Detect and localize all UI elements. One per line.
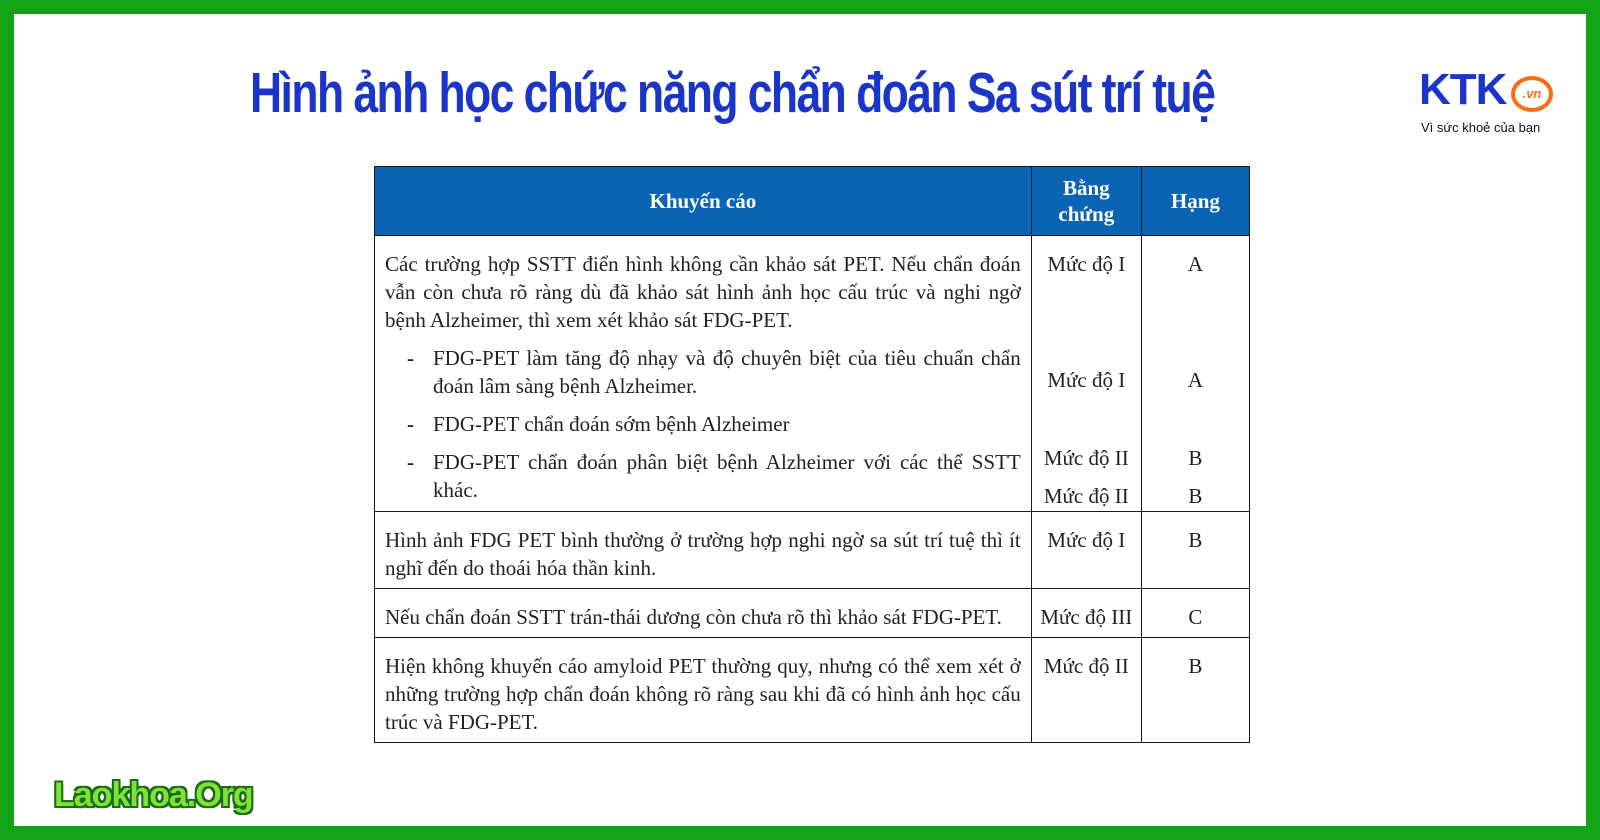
page-title: Hình ảnh học chức năng chẩn đoán Sa sút trí tuệ xyxy=(250,61,1215,125)
grade-cell xyxy=(1141,236,1249,512)
evidence-cell: Mức độ II xyxy=(1031,638,1141,743)
sub-item xyxy=(385,448,1021,504)
recommendation-text: Các trường hợp SSTT điển hình không cần khảo sát PET. Nếu chẩn đoán vẫn còn chưa rõ ràng dù đã khảo sát hình ảnh học cấu trúc và nghi ngờ bệnh Alzheimer, thì xem xét khảo sát FDG-PET. xyxy=(385,252,1021,332)
sub-item xyxy=(385,410,1021,438)
evidence-cell: Mức độ I xyxy=(1031,512,1141,589)
bullet-dash: - xyxy=(407,412,414,436)
grade-value: A xyxy=(1187,252,1204,276)
sub-item-text: FDG-PET làm tăng độ nhạy và độ chuyên biệt của tiêu chuẩn chẩn đoán lâm sàng bệnh Alzheimer. xyxy=(433,346,1021,398)
recommendation-table xyxy=(374,166,1250,743)
grade-value: B xyxy=(1188,484,1203,508)
recommendation-cell xyxy=(375,236,1032,512)
table-row xyxy=(375,638,1250,743)
evidence-value: Mức độ II xyxy=(1043,484,1129,508)
evidence-cell: Mức độ III xyxy=(1031,589,1141,638)
grade-cell: C xyxy=(1141,589,1249,638)
header-evidence: Bằng chứng xyxy=(1031,167,1141,236)
bullet-dash: - xyxy=(407,346,414,370)
evidence-value: Mức độ I xyxy=(1047,252,1126,276)
bullet-dash: - xyxy=(407,450,414,474)
logo-tagline: Vì sức khoẻ của bạn xyxy=(1421,120,1541,135)
logo-mark: KTK xyxy=(1419,65,1507,114)
header-recommendation: Khuyến cáo xyxy=(375,167,1032,236)
recommendation-cell: Nếu chẩn đoán SSTT trán-thái dương còn chưa rõ thì khảo sát FDG-PET. xyxy=(375,589,1032,638)
grade-cell: B xyxy=(1141,638,1249,743)
table-row xyxy=(375,512,1250,589)
grade-value: B xyxy=(1188,446,1203,470)
evidence-value: Mức độ II xyxy=(1043,446,1129,470)
page-frame xyxy=(14,14,1586,826)
sub-item xyxy=(385,344,1021,400)
header-grade: Hạng xyxy=(1141,167,1249,236)
sub-item-text: FDG-PET chẩn đoán phân biệt bệnh Alzheimer với các thể SSTT khác. xyxy=(433,450,1021,502)
logo-domain-badge: .vn xyxy=(1511,76,1553,112)
grade-value: A xyxy=(1187,368,1204,392)
recommendation-cell: Hình ảnh FDG PET bình thường ở trường hợp nghi ngờ sa sút trí tuệ thì ít nghĩ đến do thoái hóa thần kinh. xyxy=(375,512,1032,589)
table-header-row xyxy=(375,167,1250,236)
evidence-value: Mức độ I xyxy=(1047,368,1126,392)
grade-cell: B xyxy=(1141,512,1249,589)
ktk-logo[interactable] xyxy=(1419,65,1569,148)
recommendation-cell: Hiện không khuyến cáo amyloid PET thường quy, nhưng có thể xem xét ở những trường hợp chẩn đoán không rõ ràng sau khi đã có hình ảnh học cấu trúc và FDG-PET. xyxy=(375,638,1032,743)
table-row xyxy=(375,589,1250,638)
evidence-cell xyxy=(1031,236,1141,512)
sub-item-text: FDG-PET chẩn đoán sớm bệnh Alzheimer xyxy=(433,412,790,436)
footer-brand-watermark[interactable]: Laokhoa.Org xyxy=(54,776,253,814)
table-row xyxy=(375,236,1250,512)
